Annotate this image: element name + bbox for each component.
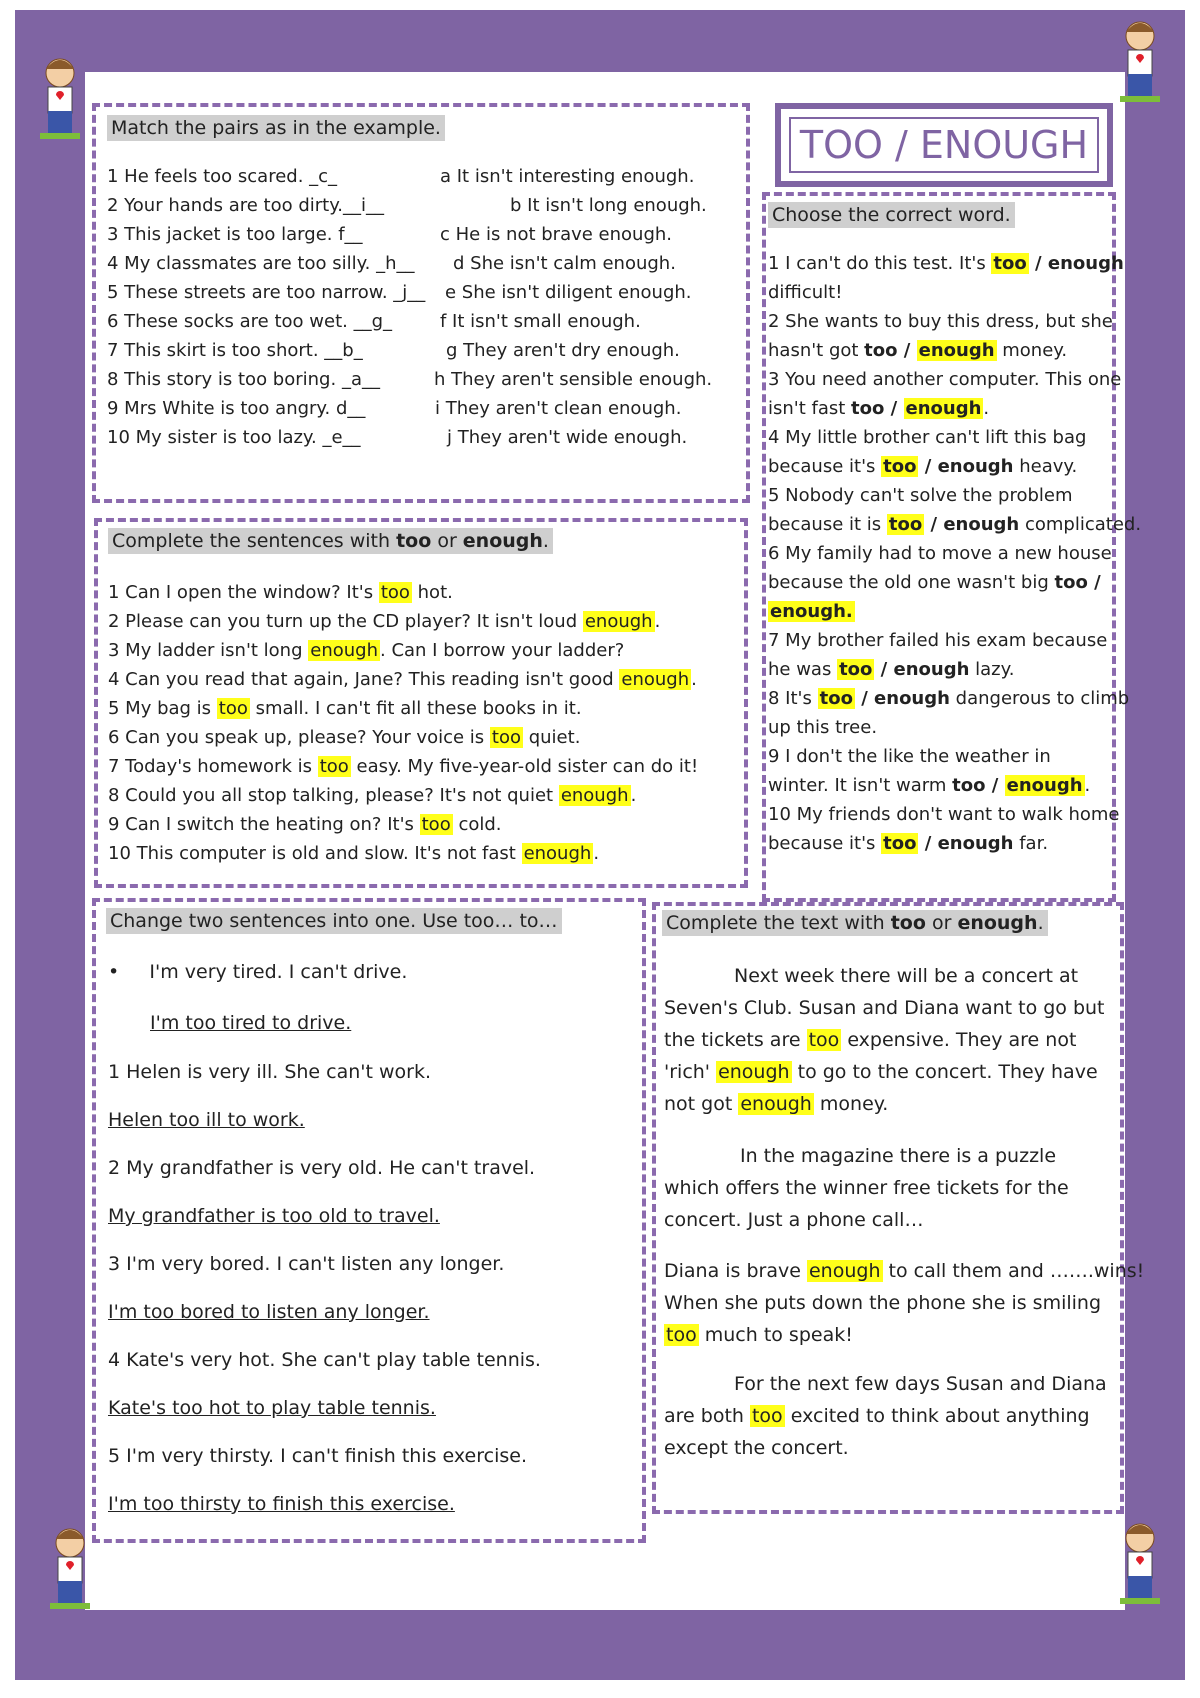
choose-line <box>768 427 1086 448</box>
match-answer: __g_ <box>353 311 393 332</box>
match-answer: _h__ <box>376 253 415 274</box>
complete-answer: too <box>218 698 248 719</box>
choose-slash: / <box>1087 572 1101 593</box>
match-left-item <box>107 369 380 390</box>
choose-option-enough: enough <box>937 833 1014 854</box>
girl-clipart-bottom-left <box>40 1525 100 1615</box>
match-right-item: j They aren't wide enough. <box>447 427 688 448</box>
match-left-item <box>107 282 425 303</box>
choose-slash: / <box>918 833 938 854</box>
match-answer: d__ <box>335 398 366 419</box>
girl-clipart-bottom-right <box>1110 1520 1170 1610</box>
choose-option-enough: enough <box>918 340 995 361</box>
match-left-text: 10 My sister is too lazy. <box>107 427 323 448</box>
choose-option-enough: enough <box>905 398 982 419</box>
choose-option-too: too <box>1054 572 1088 593</box>
complete-text: . <box>593 843 600 864</box>
complete-text: small. I can't fit all these books in it. <box>249 698 582 719</box>
change-bullet: • I'm very tired. I can't drive. <box>108 961 408 983</box>
choose-line <box>768 804 1120 825</box>
match-answer: _e__ <box>322 427 361 448</box>
change-question: 2 My grandfather is very old. He can't travel. <box>108 1157 536 1179</box>
complete-item <box>108 669 697 690</box>
choose-slash: / <box>985 775 1005 796</box>
choose-slash: / <box>918 456 938 477</box>
choose-line <box>768 340 1067 361</box>
complete-text: 4 Can you read that again, Jane? This reading isn't good <box>108 669 620 690</box>
change-question: 5 I'm very thirsty. I can't finish this exercise. <box>108 1445 527 1467</box>
choose-line <box>768 601 855 622</box>
choose-text: 1 I can't do this test. It's <box>768 253 992 274</box>
choose-text: because it is <box>768 514 887 535</box>
choose-option-too: too <box>888 514 923 535</box>
choose-slash: / <box>854 688 875 709</box>
change-answer: I'm too bored to listen any longer. <box>108 1301 430 1323</box>
choose-text: because it's <box>768 833 882 854</box>
choose-line <box>768 833 1048 854</box>
match-right-item: d She isn't calm enough. <box>453 253 676 274</box>
text-paragraph-4: For the next few days Susan and Diana are both too excited to think about anything except the concert. <box>664 1373 1107 1459</box>
choose-text: 5 Nobody can't solve the problem <box>768 485 1073 506</box>
complete-item <box>108 756 698 777</box>
match-right-item: b It isn't long enough. <box>510 195 707 216</box>
choose-line <box>768 253 1124 274</box>
choose-line <box>768 369 1121 390</box>
text-paragraph-3: Diana is brave enough to call them and …….wins! When she puts down the phone she is smiling too much to speak! <box>664 1260 1145 1346</box>
match-right-item: g They aren't dry enough. <box>446 340 680 361</box>
choose-line <box>768 485 1073 506</box>
choose-text: 6 My family had to move a new house <box>768 543 1112 564</box>
complete-text: 9 Can I switch the heating on? It's <box>108 814 420 835</box>
match-left-text: 2 Your hands are too dirty. <box>107 195 344 216</box>
complete-item <box>108 785 636 806</box>
choose-text: up this tree. <box>768 717 878 738</box>
choose-option-too: too <box>851 398 885 419</box>
choose-text: 4 My little brother can't lift this bag <box>768 427 1087 448</box>
match-left-item <box>107 195 384 216</box>
complete-answer: enough <box>560 785 629 806</box>
match-answer: _c_ <box>309 166 338 187</box>
match-left-item <box>107 398 365 419</box>
change-answer: Helen too ill to work. <box>108 1109 305 1131</box>
complete-text: . <box>691 669 697 690</box>
choose-option-enough: enough <box>1047 253 1124 274</box>
complete-item <box>108 582 453 603</box>
complete-item <box>108 843 599 864</box>
choose-option-too: too <box>839 659 873 680</box>
text-header: Complete the text with too or enough. <box>662 910 1048 936</box>
match-left-text: 1 He feels too scared. <box>107 166 310 187</box>
complete-text: hot. <box>411 582 453 603</box>
match-answer: __b_ <box>324 340 363 361</box>
complete-text: 1 Can I open the window? It's <box>108 582 379 603</box>
choose-slash: / <box>874 659 894 680</box>
complete-text: easy. My five-year-old sister can do it! <box>350 756 699 777</box>
choose-line <box>768 514 1141 535</box>
choose-text: difficult! <box>768 282 843 303</box>
choose-slash: / <box>884 398 904 419</box>
choose-option-enough: enough <box>943 514 1020 535</box>
match-right-item: e She isn't diligent enough. <box>445 282 692 303</box>
choose-text: he was <box>768 659 838 680</box>
complete-text: 5 My bag is <box>108 698 217 719</box>
choose-slash: / <box>1028 253 1048 274</box>
match-right-item: c He is not brave enough. <box>440 224 673 245</box>
match-left-item <box>107 340 363 361</box>
choose-option-enough: enough <box>1006 775 1083 796</box>
match-left-item <box>107 253 415 274</box>
complete-answer: enough <box>584 611 653 632</box>
match-answer: f__ <box>338 224 363 245</box>
choose-line <box>768 630 1107 651</box>
complete-answer: enough <box>621 669 690 690</box>
change-answer: My grandfather is too old to travel. <box>108 1205 440 1227</box>
choose-tail: heavy. <box>1013 456 1078 477</box>
choose-line <box>768 543 1112 564</box>
complete-answer: enough <box>523 843 592 864</box>
complete-answer: too <box>491 727 521 748</box>
choose-line <box>768 688 1129 709</box>
match-left-item <box>107 427 361 448</box>
choose-line <box>768 746 1051 767</box>
choose-text: hasn't got <box>768 340 865 361</box>
match-left-text: 7 This skirt is too short. <box>107 340 325 361</box>
choose-option-too: too <box>883 833 917 854</box>
complete-text: . <box>630 785 637 806</box>
text-paragraph-1: Next week there will be a concert at Seven's Club. Susan and Diana want to go but the tickets are too expensive. They are not 'rich' enough to go to the concert. They have not got enough money. <box>664 965 1105 1115</box>
choose-option-enough: enough <box>937 456 1014 477</box>
girl-clipart-top-right <box>1110 18 1170 108</box>
choose-text: 9 I don't the like the weather in <box>768 746 1051 767</box>
change-question: 4 Kate's very hot. She can't play table tennis. <box>108 1349 541 1371</box>
choose-option-too: too <box>864 340 898 361</box>
complete-text: quiet. <box>523 727 581 748</box>
match-right-item: i They aren't clean enough. <box>435 398 682 419</box>
choose-option-enough: enough <box>893 659 970 680</box>
choose-text: winter. It isn't warm <box>768 775 953 796</box>
complete-text: . Can I borrow your ladder? <box>380 640 625 661</box>
choose-text: 10 My friends don't want to walk home <box>768 804 1120 825</box>
choose-answer: enough. <box>770 601 853 622</box>
choose-option-enough: enough <box>874 688 950 709</box>
choose-text: 2 She wants to buy this dress, but she <box>768 311 1113 332</box>
complete-item <box>108 727 580 748</box>
choose-line <box>768 717 877 738</box>
complete-text: cold. <box>452 814 502 835</box>
change-question: 1 Helen is very ill. She can't work. <box>108 1061 432 1083</box>
complete-text: 8 Could you all stop talking, please? It's not quiet <box>108 785 559 806</box>
complete-item <box>108 611 660 632</box>
match-left-text: 6 These socks are too wet. <box>107 311 354 332</box>
complete-answer: enough <box>310 640 378 661</box>
change-example: I'm too tired to drive. <box>150 1012 352 1034</box>
complete-item <box>108 640 624 661</box>
choose-line <box>768 311 1113 332</box>
choose-text: because the old one wasn't big <box>768 572 1055 593</box>
complete-answer: too <box>421 814 451 835</box>
complete-text: 10 This computer is old and slow. It's not fast <box>108 843 522 864</box>
choose-line <box>768 572 1101 593</box>
choose-tail: far. <box>1013 833 1049 854</box>
match-left-text: 9 Mrs White is too angry. <box>107 398 336 419</box>
complete-text: 7 Today's homework is <box>108 756 318 777</box>
choose-tail: . <box>983 398 990 419</box>
change-answer: Kate's too hot to play table tennis. <box>108 1397 436 1419</box>
match-answer: _a__ <box>341 369 380 390</box>
match-right-item: f It isn't small enough. <box>440 311 641 332</box>
choose-option-too: too <box>993 253 1027 274</box>
match-header: Match the pairs as in the example. <box>107 115 445 141</box>
choose-tail: lazy. <box>969 659 1015 680</box>
complete-text: . <box>654 611 661 632</box>
change-question: 3 I'm very bored. I can't listen any longer. <box>108 1253 505 1275</box>
choose-text: 8 It's <box>768 688 818 709</box>
title-text: TOO / ENOUGH <box>799 123 1089 167</box>
match-right-item: h They aren't sensible enough. <box>434 369 713 390</box>
choose-header: Choose the correct word. <box>768 202 1015 228</box>
choose-slash: / <box>897 340 917 361</box>
match-left-text: 5 These streets are too narrow. <box>107 282 394 303</box>
text-paragraph-2: In the magazine there is a puzzle which offers the winner free tickets for the concert. Just a phone call… <box>664 1145 1069 1231</box>
choose-option-too: too <box>952 775 986 796</box>
match-left-text: 4 My classmates are too silly. <box>107 253 377 274</box>
change-header: Change two sentences into one. Use too… to… <box>106 908 562 934</box>
choose-option-too: too <box>883 456 917 477</box>
match-left-text: 3 This jacket is too large. <box>107 224 339 245</box>
match-left-item <box>107 311 392 332</box>
choose-text: 7 My brother failed his exam because <box>768 630 1108 651</box>
complete-answer: too <box>319 756 349 777</box>
match-answer: __i__ <box>343 195 385 216</box>
match-right-item: a It isn't interesting enough. <box>440 166 695 187</box>
complete-answer: too <box>380 582 410 603</box>
choose-line <box>768 282 842 303</box>
choose-line <box>768 775 1090 796</box>
match-answer: _j__ <box>393 282 426 303</box>
choose-line <box>768 456 1077 477</box>
choose-tail: dangerous to climb <box>949 688 1130 709</box>
complete-text: 2 Please can you turn up the CD player? It isn't loud <box>108 611 583 632</box>
choose-text: 3 You need another computer. This one <box>768 369 1122 390</box>
change-answer: I'm too thirsty to finish this exercise. <box>108 1493 455 1515</box>
choose-tail: complicated. <box>1019 514 1142 535</box>
girl-clipart-top-left <box>30 55 90 145</box>
match-left-item <box>107 166 337 187</box>
choose-text: isn't fast <box>768 398 852 419</box>
complete-text: 6 Can you speak up, please? Your voice is <box>108 727 490 748</box>
choose-slash: / <box>924 514 944 535</box>
match-left-item <box>107 224 363 245</box>
choose-line <box>768 398 989 419</box>
choose-line <box>768 659 1014 680</box>
match-left-text: 8 This story is too boring. <box>107 369 342 390</box>
choose-tail: money. <box>996 340 1068 361</box>
complete-item <box>108 698 582 719</box>
choose-tail: . <box>1084 775 1091 796</box>
worksheet-title <box>775 103 1113 187</box>
complete-item <box>108 814 502 835</box>
choose-option-too: too <box>819 688 853 709</box>
complete-text: 3 My ladder isn't long <box>108 640 309 661</box>
choose-text: because it's <box>768 456 882 477</box>
complete-header: Complete the sentences with too or enough. <box>108 528 553 554</box>
